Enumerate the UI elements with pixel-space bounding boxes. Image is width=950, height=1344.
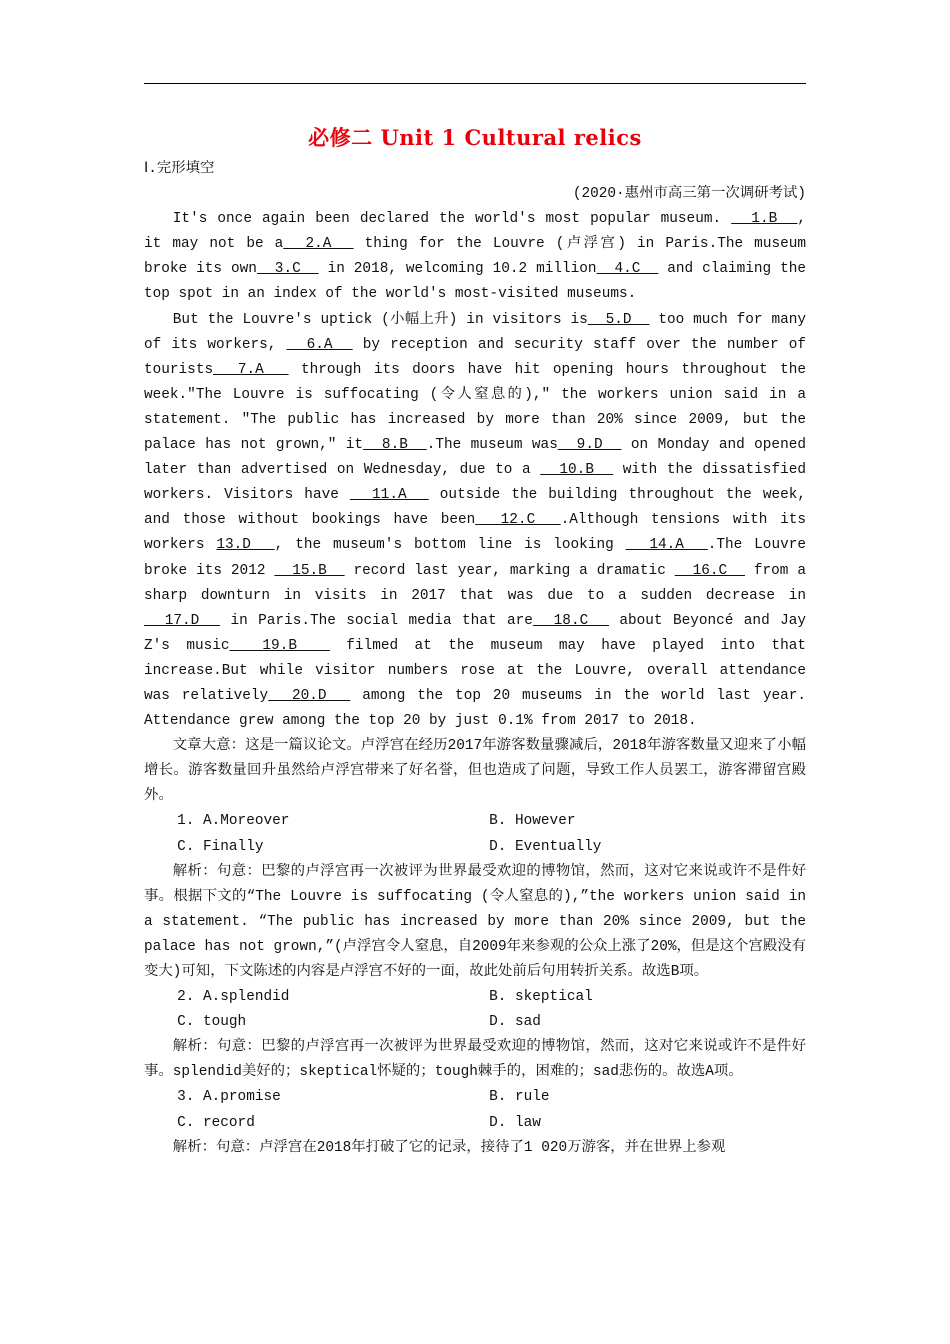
option-b: B. rule [489,1089,550,1106]
answer-blank: 13.D [216,537,275,554]
answer-blank: 2.A [283,236,354,253]
answer-blank: 8.B [363,437,427,454]
answer-blank: 6.A [286,336,353,353]
top-rule [144,83,806,84]
option-a: 1. A.Moreover [177,813,290,830]
article-summary: 文章大意：这是一篇议论文。卢浮宫在经历2017年游客数量骤减后，2018年游客数量又迎来了小幅增长。游客数量回升虽然给卢浮宫带来了好名誉，但也造成了问题，导致工作人员罢工，游客滞留宫殿外。 [144,738,806,805]
answer-blank: 4.C [596,261,659,278]
option-c: C. tough [177,1014,247,1031]
analysis-text: 解析：句意：巴黎的卢浮宫再一次被评为世界最受欢迎的博物馆，然而，这对它来说或许不是件好事。splendid美好的；skeptical怀疑的；tough棘手的，困难的；sad悲伤的。故选A项。 [144,1039,806,1081]
answer-blank: 7.A [213,361,289,378]
answer-blank: 1.B [731,211,798,228]
option-a: 3. A.promise [177,1089,281,1106]
answer-blank: 16.C [674,562,745,579]
answer-blank: 9.D [557,437,622,454]
answer-blank: 19.B [229,637,330,654]
answer-blank: 17.D [144,612,221,629]
option-b: B. skeptical [489,989,593,1006]
answer-blank: 5.D [587,311,650,328]
answer-blank: 12.C [475,512,561,529]
answer-blank: 15.B [274,562,345,579]
answer-blank: 3.C [256,261,319,278]
options-row [144,835,806,860]
option-c: C. record [177,1114,255,1131]
option-d: D. Eventually [489,838,602,855]
answer-blank: 20.D [268,687,351,704]
analysis-text: 解析：句意：巴黎的卢浮宫再一次被评为世界最受欢迎的博物馆，然而，这对它来说或许不是件好事。根据下文的“The Louvre is suffocating (令人窒息的),”the workers union said in a statement. “The public has increased by more than 20% since 2009, but the palace has not grown,”(卢浮宫令人窒息，自2009年来参观的公众上涨了20%，但是这个宫殿没有变大)可知，下文陈述的内容是卢浮宫不好的一面，故此处前后句用转折关系。故选B项。 [144,863,807,980]
options-row [144,985,806,1010]
answer-blank: 11.A [349,487,429,504]
option-b: B. However [489,813,576,830]
option-d: D. sad [489,1014,541,1031]
passage-paragraph-2: But the Louvre's uptick (小幅上升) in visitors is 5.D too much for many of its workers, 6.A by reception and security staff over the number of tourists 7.A through its doors have hit opening hours throughout the week."The Louvre is suffocating (令人窒息的)," the workers union said in a statement. "The public has increased by more than 20% since 2009, but the palace has not grown," it 8.B .The museum was 9.D on Monday and opened later than advertised on Wednesday, due to a 10.B with the dissatisfied workers. Visitors have 11.A outside the building throughout the week, and those without bookings have been 12.C .Although tensions with its workers 13.D , the museum's bottom line is looking 14.A .The Louvre broke its 2012 15.B record last year, marking a dramatic 16.C from a sharp downturn in visits in 2017 that was due to a sudden decrease in 17.D in Paris.The social media that are 18.C about Beyoncé and Jay Z's music 19.B filmed at the museum may have played into that increase.But while visitor numbers rose at the Louvre, overall attendance was relatively 20.D among the top 20 museums in the world last year. Attendance grew among the top 20 by just 0.1% from 2017 to 2018. [144,311,807,730]
answer-blank: 10.B [540,462,614,479]
option-a: 2. A.splendid [177,989,290,1006]
options-row [144,1010,806,1035]
page-title: 必修二 Unit 1 Cultural relics [308,125,642,150]
analysis-text: 解析：句意：卢浮宫在2018年打破了它的记录，接待了1 020万游客，并在世界上参观 [172,1139,726,1156]
options-row [144,1111,806,1136]
answer-blank: 18.C [532,612,609,629]
options-row [144,1085,806,1110]
exam-source: (2020·惠州市高三第一次调研考试) [572,186,806,203]
answer-blank: 14.A [625,537,708,554]
passage-paragraph-1: It's once again been declared the world's most popular museum. 1.B , it may not be a 2.A thing for the Louvre (卢浮宫) in Paris.The museum broke its own 3.C in 2018, welcoming 10.2 million 4.C and claiming the top spot in an index of the world's most-visited museums. [144,211,807,303]
document-body [144,157,806,1161]
option-c: C. Finally [177,838,264,855]
option-d: D. law [489,1114,541,1131]
options-row [144,809,806,834]
section-heading: Ⅰ.完形填空 [144,161,215,177]
